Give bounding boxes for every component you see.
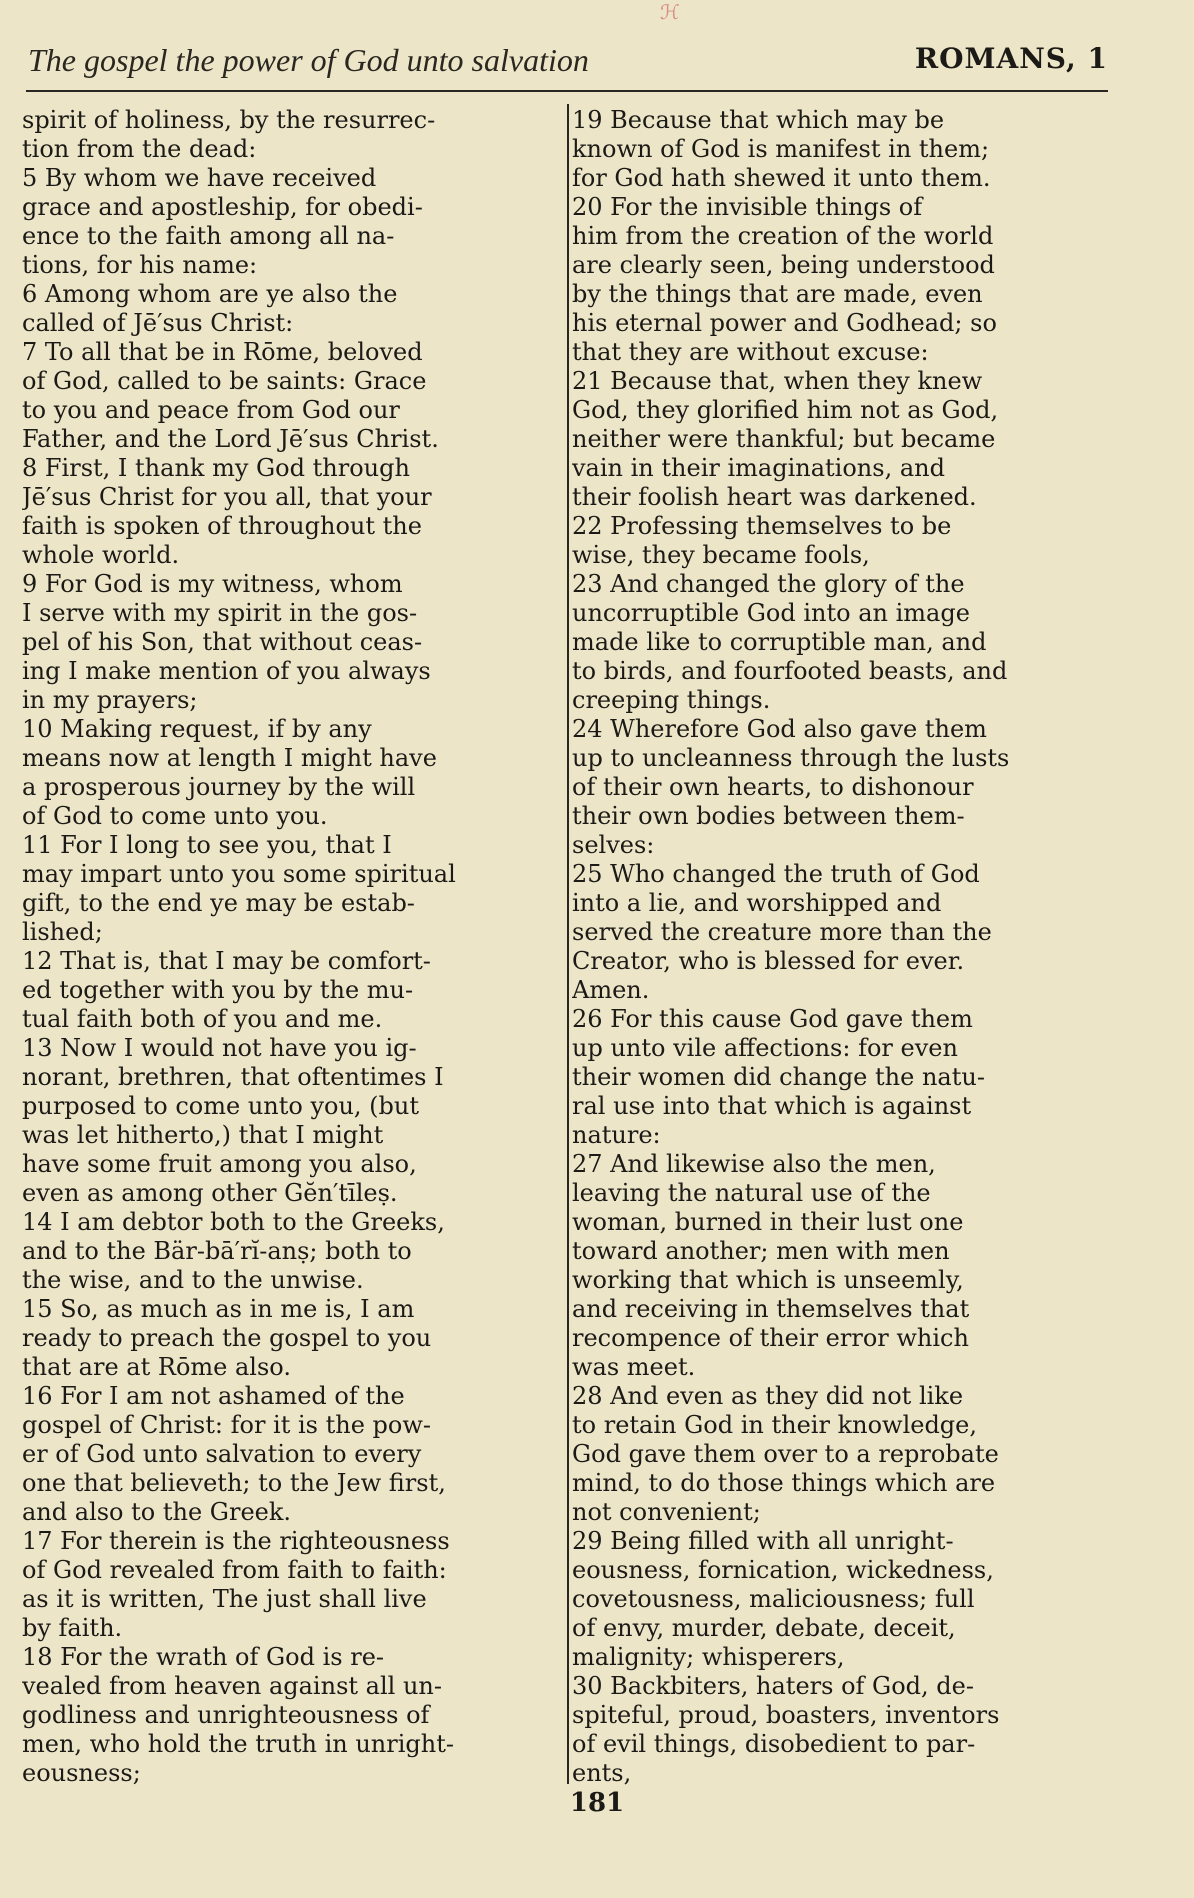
text-line: lished; [22, 918, 103, 946]
text-line: served the creature more than the [572, 918, 992, 946]
text-line: 10 Making request, if by any [22, 715, 372, 743]
text-line: nature: [572, 1121, 661, 1149]
text-line: 13 Now I would not have you ig- [22, 1034, 417, 1062]
text-line: gospel of Christ: for it is the pow- [22, 1411, 432, 1439]
column-divider [567, 104, 569, 1784]
text-line: their women did change the natu- [572, 1063, 985, 1091]
text-line: 7 To all that be in Rōme, beloved [22, 338, 423, 366]
text-line: up to uncleanness through the lusts [572, 744, 1010, 772]
text-line: woman, burned in their lust one [572, 1208, 964, 1236]
text-line: tion from the dead: [22, 135, 257, 163]
text-line: may impart unto you some spiritual [22, 860, 456, 888]
text-line: 20 For the invisible things of [572, 193, 923, 221]
text-line: ence to the faith among all na- [22, 222, 395, 250]
text-line: 14 I am debtor both to the Greeks, [22, 1208, 445, 1236]
text-line: men, who hold the truth in unright- [22, 1730, 454, 1758]
text-line: wise, they became fools, [572, 541, 870, 569]
text-line: a prosperous journey by the will [22, 773, 416, 801]
text-line: Father, and the Lord Jē′sus Christ. [22, 425, 439, 453]
text-line: means now at length I might have [22, 744, 437, 772]
text-line: to you and peace from God our [22, 396, 400, 424]
right-column [572, 106, 1104, 1788]
text-line: of God to come unto you. [22, 802, 328, 830]
text-line: even as among other Gĕn′tīleṣ. [22, 1179, 398, 1207]
text-line: God, they glorified him not as God, [572, 396, 999, 424]
text-line: that they are without excuse: [572, 338, 929, 366]
text-line: and also to the Greek. [22, 1498, 292, 1526]
text-line: Jē′sus Christ for you all, that your [22, 483, 432, 511]
text-line: up unto vile affections: for even [572, 1034, 958, 1062]
text-line: uncorruptible God into an image [572, 599, 970, 627]
text-line: his eternal power and Godhead; so [572, 309, 997, 337]
text-line: norant, brethren, that oftentimes I [22, 1063, 444, 1091]
text-line: spiteful, proud, boasters, inventors [572, 1701, 1000, 1729]
ink-blot-mark: ℋ [660, 0, 680, 24]
text-line: tual faith both of you and me. [22, 1005, 383, 1033]
text-line: malignity; whisperers, [572, 1643, 845, 1671]
text-line: mind, to do those things which are [572, 1469, 996, 1497]
text-line: 30 Backbiters, haters of God, de- [572, 1672, 974, 1700]
text-line: Creator, who is blessed for ever. [572, 947, 965, 975]
text-line: ing I make mention of you always [22, 657, 431, 685]
text-line: called of Jē′sus Christ: [22, 309, 294, 337]
text-line: 5 By whom we have received [22, 164, 377, 192]
text-line: 29 Being filled with all unright- [572, 1527, 954, 1555]
text-line: into a lie, and worshipped and [572, 889, 942, 917]
text-line: of God revealed from faith to faith: [22, 1556, 447, 1584]
text-line: known of God is manifest in them; [572, 135, 990, 163]
text-line: faith is spoken of throughout the [22, 512, 422, 540]
text-line: Amen. [572, 976, 650, 1004]
text-line: 12 That is, that I may be comfort- [22, 947, 431, 975]
text-line: eousness; [22, 1759, 141, 1787]
text-line: tions, for his name: [22, 251, 258, 279]
text-line: er of God unto salvation to every [22, 1440, 422, 1468]
text-line: 11 For I long to see you, that I [22, 831, 392, 859]
text-line: ready to preach the gospel to you [22, 1324, 432, 1352]
text-line: and to the Bär-bā′rĭ-anṣ; both to [22, 1237, 412, 1265]
text-line: 21 Because that, when they knew [572, 367, 983, 395]
text-line: and receiving in themselves that [572, 1295, 970, 1323]
page-header [28, 42, 1108, 86]
text-line: of envy, murder, debate, deceit, [572, 1614, 956, 1642]
left-column [22, 106, 546, 1788]
text-line: their own bodies between them- [572, 802, 965, 830]
text-line: of God, called to be saints: Grace [22, 367, 427, 395]
text-line: 28 And even as they did not like [572, 1382, 964, 1410]
text-line: ral use into that which is against [572, 1092, 972, 1120]
text-line: in my prayers; [22, 686, 198, 714]
text-line: 27 And likewise also the men, [572, 1150, 936, 1178]
text-line: him from the creation of the world [572, 222, 994, 250]
text-line: their foolish heart was darkened. [572, 483, 977, 511]
text-line: that are at Rōme also. [22, 1353, 291, 1381]
text-line: leaving the natural use of the [572, 1179, 931, 1207]
text-line: grace and apostleship, for obedi- [22, 193, 423, 221]
text-line: 6 Among whom are ye also the [22, 280, 398, 308]
text-line: 8 First, I thank my God through [22, 454, 410, 482]
text-line: 17 For therein is the righteousness [22, 1527, 450, 1555]
text-line: to retain God in their knowledge, [572, 1411, 977, 1439]
text-line: 19 Because that which may be [572, 106, 945, 134]
text-line: not convenient; [572, 1498, 761, 1526]
text-line: to birds, and fourfooted beasts, and [572, 657, 1008, 685]
running-title: The gospel the power of God unto salvation [28, 42, 589, 78]
text-line: 26 For this cause God gave them [572, 1005, 973, 1033]
text-line: was meet. [572, 1353, 696, 1381]
text-line: I serve with my spirit in the gos- [22, 599, 418, 627]
text-line: whole world. [22, 541, 180, 569]
text-line: ents, [572, 1759, 632, 1787]
text-line: selves: [572, 831, 655, 859]
text-line: 18 For the wrath of God is re- [22, 1643, 385, 1671]
text-line: God gave them over to a reprobate [572, 1440, 999, 1468]
text-line: are clearly seen, being understood [572, 251, 995, 279]
text-line: of evil things, disobedient to par- [572, 1730, 976, 1758]
text-line: purposed to come unto you, (but [22, 1092, 420, 1120]
text-line: 22 Professing themselves to be [572, 512, 952, 540]
text-line: gift, to the end ye may be estab- [22, 889, 415, 917]
text-line: by the things that are made, even [572, 280, 983, 308]
text-line: ed together with you by the mu- [22, 976, 414, 1004]
text-line: 16 For I am not ashamed of the [22, 1382, 405, 1410]
text-line: 9 For God is my witness, whom [22, 570, 403, 598]
text-line: 24 Wherefore God also gave them [572, 715, 987, 743]
text-line: 23 And changed the glory of the [572, 570, 965, 598]
page-number: 181 [569, 1788, 625, 1818]
text-line: was let hitherto,) that I might [22, 1121, 384, 1149]
text-line: 15 So, as much as in me is, I am [22, 1295, 415, 1323]
text-line: 25 Who changed the truth of God [572, 860, 980, 888]
text-line: spirit of holiness, by the resurrec- [22, 106, 436, 134]
text-line: made like to corruptible man, and [572, 628, 987, 656]
text-line: pel of his Son, that without ceas- [22, 628, 423, 656]
text-line: working that which is unseemly, [572, 1266, 964, 1294]
text-line: for God hath shewed it unto them. [572, 164, 991, 192]
text-line: godliness and unrighteousness of [22, 1701, 430, 1729]
text-line: eousness, fornication, wickedness, [572, 1556, 994, 1584]
text-line: the wise, and to the unwise. [22, 1266, 364, 1294]
text-line: vealed from heaven against all un- [22, 1672, 442, 1700]
text-line: of their own hearts, to dishonour [572, 773, 974, 801]
text-line: neither were thankful; but became [572, 425, 996, 453]
book-chapter-heading: ROMANS, 1 [914, 42, 1108, 75]
text-line: have some fruit among you also, [22, 1150, 417, 1178]
text-line: covetousness, maliciousness; full [572, 1585, 975, 1613]
text-line: recompence of their error which [572, 1324, 969, 1352]
text-line: creeping things. [572, 686, 771, 714]
text-line: toward another; men with men [572, 1237, 950, 1265]
text-line: by faith. [22, 1614, 123, 1642]
text-line: vain in their imaginations, and [572, 454, 945, 482]
text-line: as it is written, The just shall live [22, 1585, 427, 1613]
header-rule [26, 90, 1108, 92]
text-line: one that believeth; to the Jew first, [22, 1469, 446, 1497]
